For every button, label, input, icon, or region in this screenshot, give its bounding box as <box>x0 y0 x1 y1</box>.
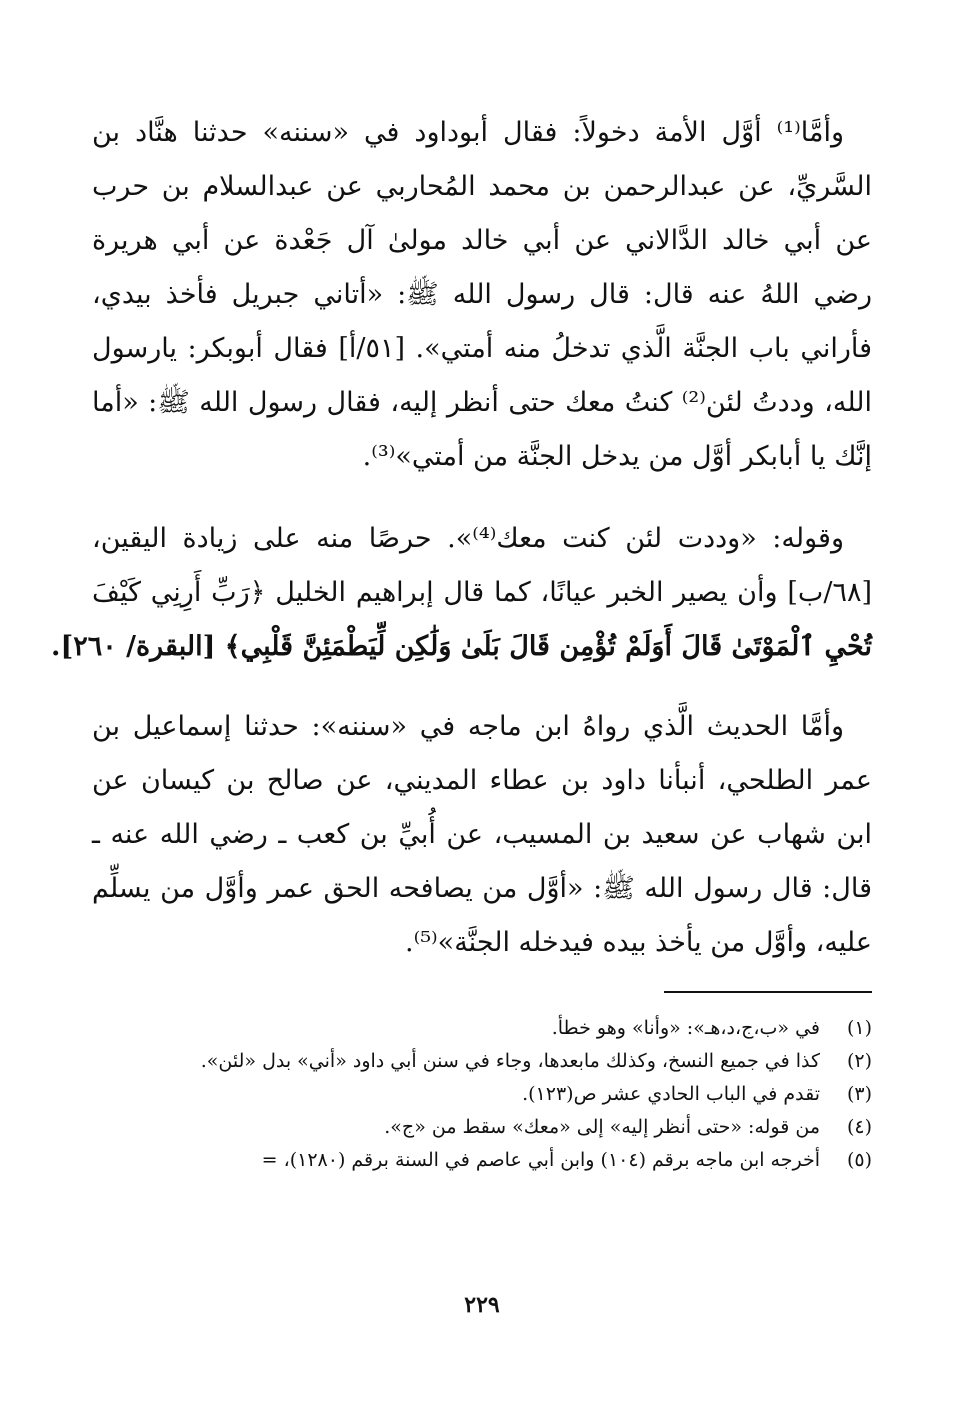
paragraph-ibn-majah-hadith <box>92 700 872 970</box>
text-line: رضي اللهُ عنه قال: قال رسول الله ﷺ: «أتاني جبريل فأخذ بيدي، <box>92 279 872 310</box>
text-line: السَّريِّ، عن عبدالرحمن بن محمد المُحاربي عن عبدالسلام بن حرب <box>92 171 872 202</box>
footnote-text: كذا في جميع النسخ، وكذلك مابعدها، وجاء في سنن أبي داود «أني» بدل «لئن». <box>200 1050 820 1072</box>
page-number: ٢٢٩ <box>464 1292 500 1318</box>
text-line: عن أبي خالد الدَّالاني عن أبي خالد مولىٰ آل جَعْدة عن أبي هريرة <box>92 225 872 256</box>
footnote-number: (٤) <box>846 1116 872 1138</box>
text-line: عمر الطلحي، أنبأنا داود بن عطاء المديني، عن صالح بن كيسان عن <box>92 765 872 796</box>
text-line: إنَّك يا أبابكر أوَّل من يدخل الجنَّة من أمتي»⁽³⁾. <box>362 441 872 472</box>
footnote-number: (٥) <box>846 1149 872 1171</box>
text-line: فأراني باب الجنَّة الَّذي تدخلُ منه أمتي». [٥١/أ] فقال أبوبكر: يارسول <box>92 333 873 364</box>
footnote-text: تقدم في الباب الحادي عشر ص(١٢٣). <box>522 1083 820 1105</box>
footnote-divider <box>664 991 872 993</box>
text-line: [٦٨/ب] وأن يصير الخبر عيانًا، كما قال إبراهيم الخليل ﴿رَبِّ أَرِنِي كَيْفَ <box>92 577 872 608</box>
footnote-item <box>82 1144 872 1177</box>
footnote-item <box>82 1078 872 1111</box>
footnotes-section <box>82 1012 872 1177</box>
quran-verse-line: تُحْيِ ٱلْمَوْتَىٰ قَالَ أَوَلَمْ تُؤْمِن قَالَ بَلَىٰ وَلَٰكِن لِّيَطْمَئِنَّ قَلْبِي﴾ [البقرة/ ٢٦٠]. <box>51 631 872 662</box>
footnote-number: (٣) <box>846 1083 872 1105</box>
text-line: عليه، وأوَّل من يأخذ بيده فيدخله الجنَّة»⁽⁵⁾. <box>405 927 872 958</box>
text-line: ابن شهاب عن سعيد بن المسيب، عن أُبيِّ بن كعب ـ رضي الله عنه ـ <box>92 819 872 850</box>
footnote-text: أخرجه ابن ماجه برقم (١٠٤) وابن أبي عاصم في السنة برقم (١٢٨٠)، = <box>261 1149 820 1171</box>
text-line: وأمَّا⁽¹⁾ أوَّل الأمة دخولاً: فقال أبوداود في «سننه» حدثنا هنَّاد بن <box>92 117 844 148</box>
text-line: قال: قال رسول الله ﷺ: «أوَّل من يصافحه الحق عمر وأوَّل من يسلِّم <box>92 873 872 904</box>
footnote-item <box>82 1045 872 1078</box>
paragraph-commentary <box>51 512 872 674</box>
paragraph-first-entrant <box>92 106 872 484</box>
text-line: الله، وددتُ لئن⁽²⁾ كنتُ معك حتى أنظر إليه، فقال رسول الله ﷺ: «أما <box>92 387 872 418</box>
footnote-item <box>82 1012 872 1045</box>
footnote-text: من قوله: «حتى أنظر إليه» إلى «معك» سقط من «ج». <box>384 1116 820 1138</box>
footnote-text: في «ب،ج،د،هـ»: «وأنا» وهو خطأ. <box>551 1017 820 1039</box>
text-line: وقوله: «وددت لئن كنت معك⁽⁴⁾». حرصًا منه على زيادة اليقين، <box>92 523 844 554</box>
footnote-number: (١) <box>846 1017 872 1039</box>
text-line: وأمَّا الحديث الَّذي رواهُ ابن ماجه في «سننه»: حدثنا إسماعيل بن <box>92 711 844 742</box>
footnote-number: (٢) <box>846 1050 872 1072</box>
footnote-item <box>82 1111 872 1144</box>
